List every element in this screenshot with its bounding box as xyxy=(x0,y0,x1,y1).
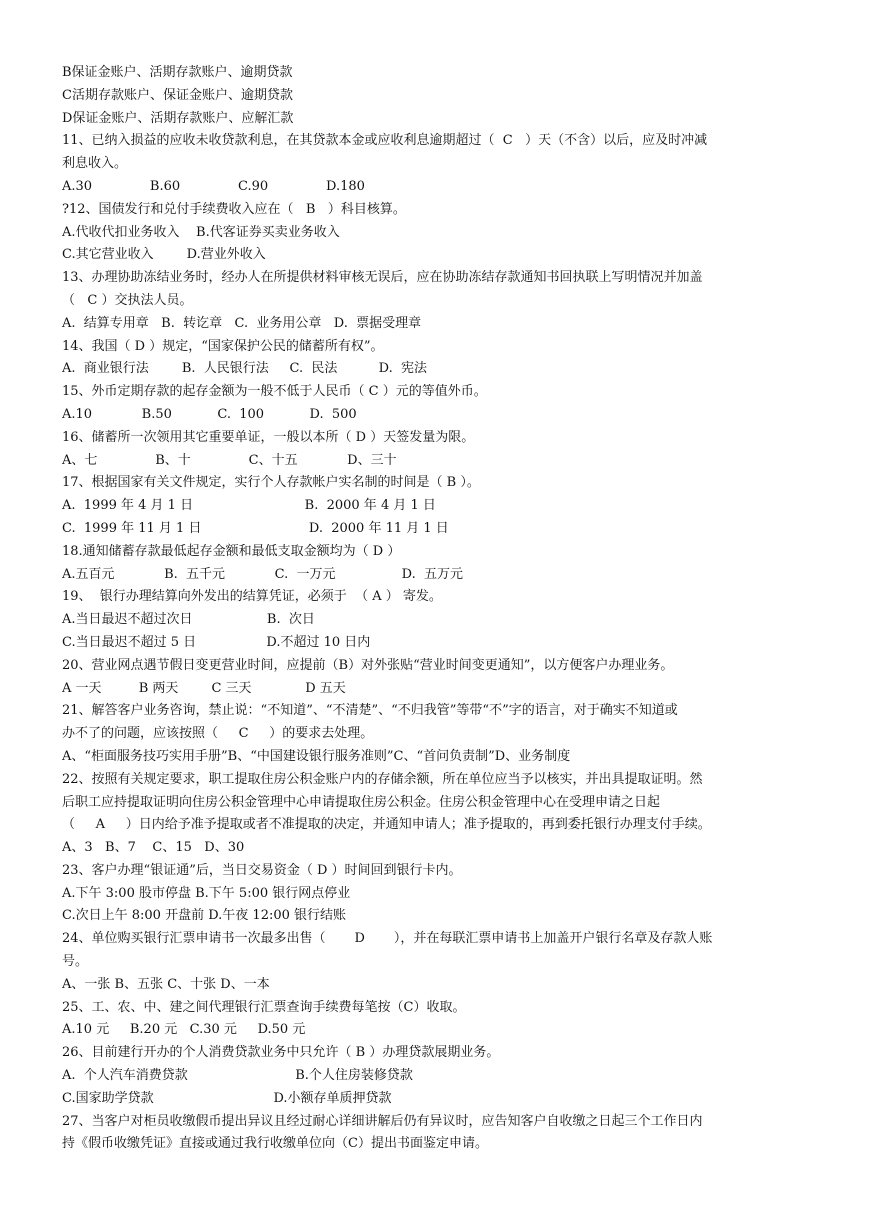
text-line: 27、当客户对柜员收缴假币提出异议且经过耐心详细讲解后仍有异议时，应告知客户自收缴之日起三个工作日内 xyxy=(62,1113,703,1129)
text-line: 号。 xyxy=(62,954,89,970)
text-line: 18.通知储蓄存款最低起存金额和最低支取金额均为（ D ） xyxy=(62,543,401,559)
text-line: C.国家助学贷款 D.小额存单质押贷款 xyxy=(62,1090,392,1106)
text-line: 16、储蓄所一次领用其它重要单证，一般以本所（ D ）天签发量为限。 xyxy=(62,429,475,445)
text-line: 办不了的问题，应该按照（ C ）的要求去处理。 xyxy=(62,726,374,742)
text-line: A. 结算专用章 B. 转讫章 C. 业务用公章 D. 票据受理章 xyxy=(62,315,422,331)
text-line: A. 1999 年 4 月 1 日 B. 2000 年 4 月 1 日 xyxy=(62,498,436,514)
text-line: C.其它营业收入 D.营业外收入 xyxy=(62,247,266,263)
text-line: C.次日上午 8:00 开盘前 D.午夜 12:00 银行结账 xyxy=(62,908,347,924)
text-line: 持《假币收缴凭证》直接或通过我行收缴单位向（C）提出书面鉴定申请。 xyxy=(62,1136,488,1152)
text-line: 23、客户办理“银证通”后，当日交易资金（ D ）时间回到银行卡内。 xyxy=(62,862,462,878)
text-line: 24、单位购买银行汇票申请书一次最多出售（ D ），并在每联汇票申请书上加盖开户银行名章及存款人账 xyxy=(62,931,713,947)
text-line: C. 1999 年 11 月 1 日 D. 2000 年 11 月 1 日 xyxy=(62,520,449,536)
text-line: B保证金账户、活期存款账户、逾期贷款 xyxy=(62,65,293,80)
text-line: 14、我国（ D ）规定，“国家保护公民的储蓄所有权”。 xyxy=(62,338,384,354)
text-line: 22、按照有关规定要求，职工提取住房公积金账户内的存储余额，所在单位应当予以核实，并出具提取证明。然 xyxy=(62,771,703,787)
text-line: A.五百元 B. 五千元 C. 一万元 D. 五万元 xyxy=(62,566,464,582)
document-page xyxy=(62,62,822,1156)
text-line: A. 商业银行法 B. 人民银行法 C. 民法 D. 宪法 xyxy=(62,361,428,377)
text-line: A.当日最迟不超过次日 B. 次日 xyxy=(62,612,315,628)
text-line: 利息收入。 xyxy=(62,156,128,172)
text-line: A.10 B.50 C. 100 D. 500 xyxy=(62,406,357,422)
text-line: 19、 银行办理结算向外发出的结算凭证，必须于 （ A ） 寄发。 xyxy=(62,589,442,605)
text-line: A、一张 B、五张 C、十张 D、一本 xyxy=(62,976,270,992)
text-line: 15、外币定期存款的起存金额为一般不低于人民币（ C ）元的等值外币。 xyxy=(62,384,487,400)
text-line: （ C ）交执法人员。 xyxy=(62,292,193,308)
text-line: 13、办理协助冻结业务时，经办人在所提供材料审核无误后，应在协助冻结存款通知书回执联上写明情况并加盖 xyxy=(62,270,703,286)
text-line: A.30 B.60 C.90 D.180 xyxy=(62,178,365,194)
text-line: 后职工应持提取证明向住房公积金管理中心申请提取住房公积金。住房公积金管理中心在受理申请之日起 xyxy=(62,794,661,810)
text-line: 17、根据国家有关文件规定，实行个人存款帐户实名制的时间是（ B ）。 xyxy=(62,475,480,491)
text-line: A.下午 3:00 股市停盘 B.下午 5:00 银行网点停业 xyxy=(62,885,351,901)
text-line: D保证金账户、活期存款账户、应解汇款 xyxy=(62,110,294,126)
text-line: 25、工、农、中、建之间代理银行汇票查询手续费每笔按（C）收取。 xyxy=(62,999,466,1015)
text-line: A、3 B、7 C、15 D、30 xyxy=(62,840,245,856)
text-line: A、“柜面服务技巧实用手册”B、“中国建设银行服务准则”C、“首问负责制”D、业务制度 xyxy=(62,748,571,764)
text-line: ?12、国债发行和兑付手续费收入应在（ B ）科目核算。 xyxy=(62,201,406,217)
text-line: （ A ）日内给予准予提取或者不准提取的决定，并通知申请人；准予提取的，再到委托银行办理支付手续。 xyxy=(62,817,711,833)
text-line: 26、目前建行开办的个人消费贷款业务中只允许（ B ）办理贷款展期业务。 xyxy=(62,1045,500,1061)
text-line: A 一天 B 两天 C 三天 D 五天 xyxy=(62,680,346,696)
text-line: C活期存款账户、保证金账户、逾期贷款 xyxy=(62,87,293,103)
text-line: 20、营业网点遇节假日变更营业时间，应提前（B）对外张贴“营业时间变更通知”，以方便客户办理业务。 xyxy=(62,657,674,673)
text-line: C.当日最迟不超过 5 日 D.不超过 10 日内 xyxy=(62,634,371,650)
text-line: A.代收代扣业务收入 B.代客证券买卖业务收入 xyxy=(62,224,340,240)
text-line: 11、已纳入损益的应收未收贷款利息，在其贷款本金或应收利息逾期超过（ C ）天（不含）以后，应及时冲减 xyxy=(62,133,708,149)
text-line: A. 个人汽车消费贷款 B.个人住房装修贷款 xyxy=(62,1068,413,1084)
text-line: 21、解答客户业务咨询，禁止说：“不知道”、“不清楚”、“不归我管”等带“不”字的语言，对于确实不知道或 xyxy=(62,703,678,719)
text-line: A.10 元 B.20 元 C.30 元 D.50 元 xyxy=(62,1022,306,1038)
text-line: A、七 B、十 C、十五 D、三十 xyxy=(62,452,397,468)
